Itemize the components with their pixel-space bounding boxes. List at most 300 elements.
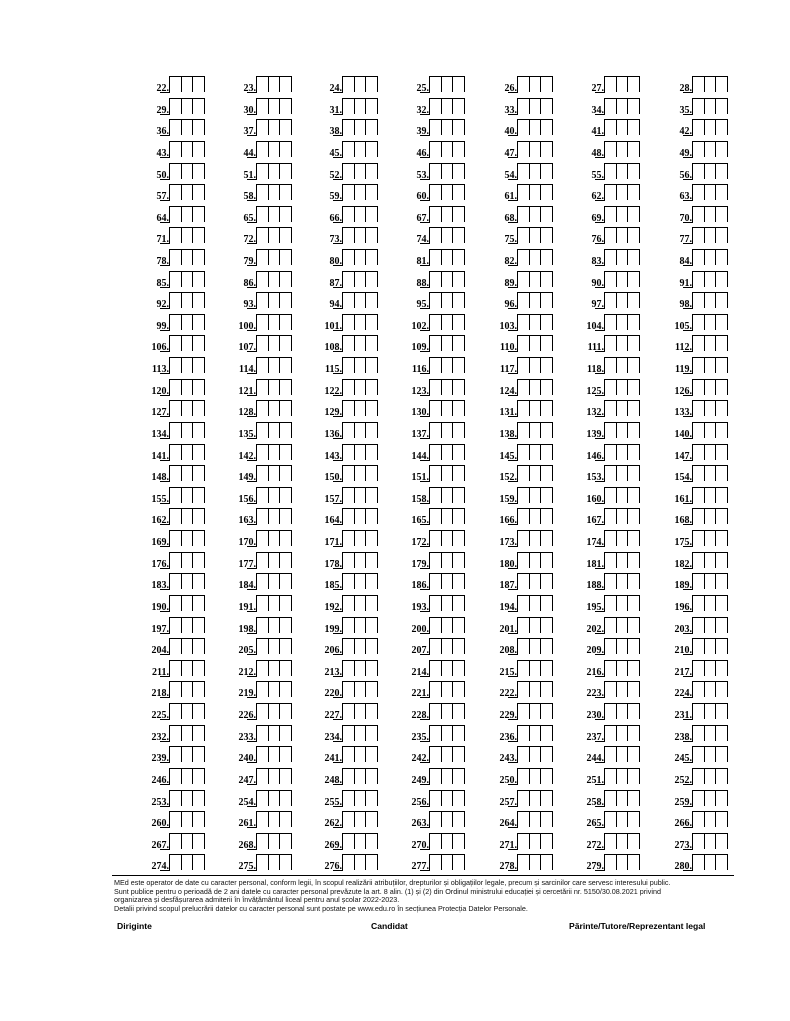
code-digit-box[interactable] bbox=[693, 704, 704, 719]
code-digit-box[interactable] bbox=[181, 293, 193, 308]
code-digit-box[interactable] bbox=[441, 401, 453, 416]
code-digit-box[interactable] bbox=[365, 207, 377, 222]
code-digit-box[interactable] bbox=[257, 99, 268, 114]
code-digit-box[interactable] bbox=[452, 791, 464, 806]
code-digit-box[interactable] bbox=[181, 401, 193, 416]
answer-cell[interactable] bbox=[125, 76, 205, 96]
code-digit-box[interactable] bbox=[540, 618, 552, 633]
code-digit-box[interactable] bbox=[693, 228, 704, 243]
code-digit-box[interactable] bbox=[430, 812, 441, 827]
code-digit-box[interactable] bbox=[627, 272, 639, 287]
code-digit-box[interactable] bbox=[452, 142, 464, 157]
code-digit-box[interactable] bbox=[693, 769, 704, 784]
answer-cell[interactable] bbox=[648, 768, 728, 788]
code-digit-box[interactable] bbox=[529, 682, 541, 697]
code-digit-box[interactable] bbox=[616, 488, 628, 503]
code-digit-box[interactable] bbox=[518, 618, 529, 633]
answer-code-boxes[interactable] bbox=[517, 552, 553, 568]
answer-code-boxes[interactable] bbox=[692, 227, 728, 243]
answer-code-boxes[interactable] bbox=[342, 141, 378, 157]
answer-cell[interactable] bbox=[298, 530, 378, 550]
code-digit-box[interactable] bbox=[365, 812, 377, 827]
code-digit-box[interactable] bbox=[343, 142, 354, 157]
code-digit-box[interactable] bbox=[354, 164, 366, 179]
code-digit-box[interactable] bbox=[365, 120, 377, 135]
code-digit-box[interactable] bbox=[365, 228, 377, 243]
code-digit-box[interactable] bbox=[715, 250, 727, 265]
answer-cell[interactable] bbox=[125, 573, 205, 593]
answer-code-boxes[interactable] bbox=[169, 206, 205, 222]
code-digit-box[interactable] bbox=[441, 250, 453, 265]
code-digit-box[interactable] bbox=[693, 682, 704, 697]
code-digit-box[interactable] bbox=[343, 77, 354, 92]
answer-cell[interactable] bbox=[560, 357, 640, 377]
answer-cell[interactable] bbox=[648, 335, 728, 355]
answer-code-boxes[interactable] bbox=[692, 206, 728, 222]
answer-cell[interactable] bbox=[212, 508, 292, 528]
answer-code-boxes[interactable] bbox=[169, 530, 205, 546]
answer-cell[interactable] bbox=[212, 811, 292, 831]
code-digit-box[interactable] bbox=[365, 185, 377, 200]
answer-cell[interactable] bbox=[212, 163, 292, 183]
answer-cell[interactable] bbox=[473, 163, 553, 183]
code-digit-box[interactable] bbox=[170, 596, 181, 611]
code-digit-box[interactable] bbox=[192, 336, 204, 351]
answer-code-boxes[interactable] bbox=[429, 465, 465, 481]
answer-code-boxes[interactable] bbox=[604, 573, 640, 589]
code-digit-box[interactable] bbox=[529, 855, 541, 870]
answer-cell[interactable] bbox=[560, 660, 640, 680]
code-digit-box[interactable] bbox=[540, 272, 552, 287]
code-digit-box[interactable] bbox=[605, 574, 616, 589]
answer-cell[interactable] bbox=[648, 681, 728, 701]
answer-code-boxes[interactable] bbox=[517, 595, 553, 611]
code-digit-box[interactable] bbox=[170, 99, 181, 114]
code-digit-box[interactable] bbox=[627, 682, 639, 697]
answer-cell[interactable] bbox=[648, 184, 728, 204]
answer-cell[interactable] bbox=[298, 292, 378, 312]
answer-code-boxes[interactable] bbox=[692, 163, 728, 179]
code-digit-box[interactable] bbox=[529, 574, 541, 589]
code-digit-box[interactable] bbox=[518, 834, 529, 849]
code-digit-box[interactable] bbox=[627, 769, 639, 784]
code-digit-box[interactable] bbox=[605, 812, 616, 827]
answer-code-boxes[interactable] bbox=[256, 660, 292, 676]
code-digit-box[interactable] bbox=[693, 401, 704, 416]
code-digit-box[interactable] bbox=[540, 99, 552, 114]
answer-cell[interactable] bbox=[298, 98, 378, 118]
answer-code-boxes[interactable] bbox=[604, 379, 640, 395]
code-digit-box[interactable] bbox=[540, 185, 552, 200]
code-digit-box[interactable] bbox=[605, 228, 616, 243]
answer-cell[interactable] bbox=[298, 314, 378, 334]
code-digit-box[interactable] bbox=[529, 272, 541, 287]
answer-code-boxes[interactable] bbox=[517, 573, 553, 589]
code-digit-box[interactable] bbox=[365, 726, 377, 741]
answer-code-boxes[interactable] bbox=[604, 119, 640, 135]
answer-code-boxes[interactable] bbox=[169, 249, 205, 265]
answer-cell[interactable] bbox=[560, 206, 640, 226]
code-digit-box[interactable] bbox=[704, 380, 716, 395]
code-digit-box[interactable] bbox=[704, 445, 716, 460]
answer-code-boxes[interactable] bbox=[604, 465, 640, 481]
code-digit-box[interactable] bbox=[192, 661, 204, 676]
answer-cell[interactable] bbox=[560, 595, 640, 615]
answer-code-boxes[interactable] bbox=[429, 703, 465, 719]
code-digit-box[interactable] bbox=[540, 834, 552, 849]
answer-cell[interactable] bbox=[385, 530, 465, 550]
code-digit-box[interactable] bbox=[616, 639, 628, 654]
answer-cell[interactable] bbox=[385, 790, 465, 810]
code-digit-box[interactable] bbox=[518, 423, 529, 438]
code-digit-box[interactable] bbox=[257, 769, 268, 784]
code-digit-box[interactable] bbox=[518, 207, 529, 222]
code-digit-box[interactable] bbox=[343, 423, 354, 438]
code-digit-box[interactable] bbox=[616, 99, 628, 114]
code-digit-box[interactable] bbox=[430, 855, 441, 870]
code-digit-box[interactable] bbox=[268, 791, 280, 806]
code-digit-box[interactable] bbox=[605, 726, 616, 741]
code-digit-box[interactable] bbox=[257, 120, 268, 135]
answer-code-boxes[interactable] bbox=[517, 335, 553, 351]
code-digit-box[interactable] bbox=[268, 77, 280, 92]
answer-cell[interactable] bbox=[385, 379, 465, 399]
answer-cell[interactable] bbox=[473, 552, 553, 572]
code-digit-box[interactable] bbox=[430, 250, 441, 265]
code-digit-box[interactable] bbox=[192, 120, 204, 135]
code-digit-box[interactable] bbox=[181, 336, 193, 351]
answer-cell[interactable] bbox=[212, 314, 292, 334]
code-digit-box[interactable] bbox=[343, 596, 354, 611]
answer-cell[interactable] bbox=[385, 573, 465, 593]
code-digit-box[interactable] bbox=[605, 293, 616, 308]
code-digit-box[interactable] bbox=[452, 99, 464, 114]
answer-cell[interactable] bbox=[385, 444, 465, 464]
answer-cell[interactable] bbox=[473, 638, 553, 658]
code-digit-box[interactable] bbox=[452, 315, 464, 330]
answer-cell[interactable] bbox=[385, 357, 465, 377]
answer-code-boxes[interactable] bbox=[604, 141, 640, 157]
code-digit-box[interactable] bbox=[452, 639, 464, 654]
code-digit-box[interactable] bbox=[627, 164, 639, 179]
code-digit-box[interactable] bbox=[279, 747, 291, 762]
code-digit-box[interactable] bbox=[365, 704, 377, 719]
answer-code-boxes[interactable] bbox=[604, 833, 640, 849]
code-digit-box[interactable] bbox=[257, 747, 268, 762]
answer-code-boxes[interactable] bbox=[169, 184, 205, 200]
code-digit-box[interactable] bbox=[354, 531, 366, 546]
answer-cell[interactable] bbox=[648, 141, 728, 161]
answer-code-boxes[interactable] bbox=[604, 530, 640, 546]
code-digit-box[interactable] bbox=[452, 704, 464, 719]
answer-code-boxes[interactable] bbox=[169, 595, 205, 611]
answer-cell[interactable] bbox=[298, 595, 378, 615]
code-digit-box[interactable] bbox=[430, 531, 441, 546]
answer-cell[interactable] bbox=[298, 357, 378, 377]
code-digit-box[interactable] bbox=[616, 834, 628, 849]
code-digit-box[interactable] bbox=[268, 120, 280, 135]
answer-code-boxes[interactable] bbox=[342, 400, 378, 416]
code-digit-box[interactable] bbox=[605, 315, 616, 330]
answer-code-boxes[interactable] bbox=[604, 595, 640, 611]
code-digit-box[interactable] bbox=[441, 293, 453, 308]
answer-cell[interactable] bbox=[473, 400, 553, 420]
answer-code-boxes[interactable] bbox=[604, 617, 640, 633]
answer-code-boxes[interactable] bbox=[169, 98, 205, 114]
answer-code-boxes[interactable] bbox=[604, 768, 640, 784]
code-digit-box[interactable] bbox=[343, 618, 354, 633]
code-digit-box[interactable] bbox=[279, 704, 291, 719]
code-digit-box[interactable] bbox=[268, 488, 280, 503]
code-digit-box[interactable] bbox=[715, 639, 727, 654]
answer-code-boxes[interactable] bbox=[692, 379, 728, 395]
code-digit-box[interactable] bbox=[181, 747, 193, 762]
answer-cell[interactable] bbox=[473, 508, 553, 528]
answer-cell[interactable] bbox=[298, 508, 378, 528]
answer-cell[interactable] bbox=[385, 508, 465, 528]
code-digit-box[interactable] bbox=[529, 553, 541, 568]
code-digit-box[interactable] bbox=[430, 293, 441, 308]
code-digit-box[interactable] bbox=[693, 250, 704, 265]
answer-code-boxes[interactable] bbox=[517, 638, 553, 654]
answer-code-boxes[interactable] bbox=[604, 811, 640, 827]
code-digit-box[interactable] bbox=[529, 488, 541, 503]
code-digit-box[interactable] bbox=[540, 466, 552, 481]
code-digit-box[interactable] bbox=[529, 531, 541, 546]
code-digit-box[interactable] bbox=[704, 769, 716, 784]
code-digit-box[interactable] bbox=[354, 293, 366, 308]
answer-code-boxes[interactable] bbox=[517, 227, 553, 243]
code-digit-box[interactable] bbox=[354, 704, 366, 719]
answer-code-boxes[interactable] bbox=[256, 833, 292, 849]
code-digit-box[interactable] bbox=[257, 77, 268, 92]
code-digit-box[interactable] bbox=[192, 380, 204, 395]
answer-cell[interactable] bbox=[125, 638, 205, 658]
code-digit-box[interactable] bbox=[452, 185, 464, 200]
code-digit-box[interactable] bbox=[181, 704, 193, 719]
code-digit-box[interactable] bbox=[693, 466, 704, 481]
answer-cell[interactable] bbox=[298, 573, 378, 593]
answer-code-boxes[interactable] bbox=[692, 249, 728, 265]
code-digit-box[interactable] bbox=[354, 445, 366, 460]
code-digit-box[interactable] bbox=[257, 661, 268, 676]
code-digit-box[interactable] bbox=[627, 726, 639, 741]
code-digit-box[interactable] bbox=[257, 834, 268, 849]
code-digit-box[interactable] bbox=[430, 488, 441, 503]
answer-cell[interactable] bbox=[560, 768, 640, 788]
answer-cell[interactable] bbox=[385, 833, 465, 853]
code-digit-box[interactable] bbox=[365, 747, 377, 762]
code-digit-box[interactable] bbox=[529, 380, 541, 395]
code-digit-box[interactable] bbox=[616, 855, 628, 870]
answer-cell[interactable] bbox=[212, 638, 292, 658]
code-digit-box[interactable] bbox=[715, 293, 727, 308]
answer-code-boxes[interactable] bbox=[517, 790, 553, 806]
answer-code-boxes[interactable] bbox=[256, 444, 292, 460]
code-digit-box[interactable] bbox=[693, 834, 704, 849]
answer-cell[interactable] bbox=[212, 271, 292, 291]
code-digit-box[interactable] bbox=[627, 855, 639, 870]
answer-code-boxes[interactable] bbox=[517, 184, 553, 200]
code-digit-box[interactable] bbox=[343, 293, 354, 308]
code-digit-box[interactable] bbox=[605, 682, 616, 697]
code-digit-box[interactable] bbox=[540, 812, 552, 827]
code-digit-box[interactable] bbox=[343, 855, 354, 870]
code-digit-box[interactable] bbox=[627, 293, 639, 308]
code-digit-box[interactable] bbox=[279, 120, 291, 135]
answer-code-boxes[interactable] bbox=[342, 249, 378, 265]
answer-code-boxes[interactable] bbox=[604, 790, 640, 806]
code-digit-box[interactable] bbox=[540, 358, 552, 373]
answer-cell[interactable] bbox=[560, 76, 640, 96]
code-digit-box[interactable] bbox=[257, 812, 268, 827]
code-digit-box[interactable] bbox=[627, 661, 639, 676]
code-digit-box[interactable] bbox=[192, 358, 204, 373]
answer-cell[interactable] bbox=[648, 487, 728, 507]
code-digit-box[interactable] bbox=[279, 336, 291, 351]
code-digit-box[interactable] bbox=[181, 315, 193, 330]
answer-code-boxes[interactable] bbox=[692, 184, 728, 200]
answer-code-boxes[interactable] bbox=[342, 530, 378, 546]
code-digit-box[interactable] bbox=[343, 315, 354, 330]
code-digit-box[interactable] bbox=[605, 99, 616, 114]
answer-cell[interactable] bbox=[125, 725, 205, 745]
answer-cell[interactable] bbox=[125, 833, 205, 853]
code-digit-box[interactable] bbox=[441, 531, 453, 546]
code-digit-box[interactable] bbox=[452, 445, 464, 460]
code-digit-box[interactable] bbox=[365, 423, 377, 438]
code-digit-box[interactable] bbox=[540, 315, 552, 330]
answer-code-boxes[interactable] bbox=[256, 379, 292, 395]
code-digit-box[interactable] bbox=[715, 380, 727, 395]
answer-code-boxes[interactable] bbox=[429, 487, 465, 503]
code-digit-box[interactable] bbox=[441, 164, 453, 179]
code-digit-box[interactable] bbox=[441, 812, 453, 827]
answer-code-boxes[interactable] bbox=[604, 422, 640, 438]
answer-code-boxes[interactable] bbox=[256, 703, 292, 719]
code-digit-box[interactable] bbox=[704, 791, 716, 806]
code-digit-box[interactable] bbox=[257, 466, 268, 481]
code-digit-box[interactable] bbox=[529, 812, 541, 827]
code-digit-box[interactable] bbox=[181, 423, 193, 438]
answer-code-boxes[interactable] bbox=[256, 206, 292, 222]
code-digit-box[interactable] bbox=[693, 293, 704, 308]
answer-code-boxes[interactable] bbox=[517, 119, 553, 135]
code-digit-box[interactable] bbox=[715, 401, 727, 416]
answer-code-boxes[interactable] bbox=[169, 292, 205, 308]
code-digit-box[interactable] bbox=[693, 445, 704, 460]
answer-cell[interactable] bbox=[385, 141, 465, 161]
code-digit-box[interactable] bbox=[257, 142, 268, 157]
code-digit-box[interactable] bbox=[365, 142, 377, 157]
code-digit-box[interactable] bbox=[170, 488, 181, 503]
answer-cell[interactable] bbox=[473, 206, 553, 226]
code-digit-box[interactable] bbox=[704, 574, 716, 589]
code-digit-box[interactable] bbox=[343, 553, 354, 568]
code-digit-box[interactable] bbox=[268, 185, 280, 200]
code-digit-box[interactable] bbox=[365, 553, 377, 568]
answer-code-boxes[interactable] bbox=[256, 530, 292, 546]
code-digit-box[interactable] bbox=[430, 336, 441, 351]
answer-code-boxes[interactable] bbox=[429, 163, 465, 179]
code-digit-box[interactable] bbox=[365, 401, 377, 416]
answer-code-boxes[interactable] bbox=[517, 854, 553, 870]
answer-cell[interactable] bbox=[473, 725, 553, 745]
code-digit-box[interactable] bbox=[627, 185, 639, 200]
code-digit-box[interactable] bbox=[715, 228, 727, 243]
code-digit-box[interactable] bbox=[693, 855, 704, 870]
code-digit-box[interactable] bbox=[181, 769, 193, 784]
answer-code-boxes[interactable] bbox=[429, 530, 465, 546]
code-digit-box[interactable] bbox=[529, 207, 541, 222]
answer-code-boxes[interactable] bbox=[429, 573, 465, 589]
answer-code-boxes[interactable] bbox=[169, 379, 205, 395]
code-digit-box[interactable] bbox=[170, 855, 181, 870]
code-digit-box[interactable] bbox=[192, 834, 204, 849]
answer-code-boxes[interactable] bbox=[692, 357, 728, 373]
answer-code-boxes[interactable] bbox=[604, 335, 640, 351]
answer-cell[interactable] bbox=[473, 357, 553, 377]
code-digit-box[interactable] bbox=[627, 531, 639, 546]
code-digit-box[interactable] bbox=[279, 726, 291, 741]
answer-code-boxes[interactable] bbox=[517, 746, 553, 762]
answer-cell[interactable] bbox=[298, 271, 378, 291]
code-digit-box[interactable] bbox=[257, 380, 268, 395]
code-digit-box[interactable] bbox=[529, 99, 541, 114]
code-digit-box[interactable] bbox=[181, 618, 193, 633]
code-digit-box[interactable] bbox=[605, 855, 616, 870]
code-digit-box[interactable] bbox=[452, 531, 464, 546]
code-digit-box[interactable] bbox=[181, 488, 193, 503]
answer-cell[interactable] bbox=[560, 141, 640, 161]
code-digit-box[interactable] bbox=[279, 639, 291, 654]
code-digit-box[interactable] bbox=[616, 531, 628, 546]
code-digit-box[interactable] bbox=[343, 769, 354, 784]
code-digit-box[interactable] bbox=[257, 250, 268, 265]
answer-code-boxes[interactable] bbox=[429, 422, 465, 438]
code-digit-box[interactable] bbox=[529, 185, 541, 200]
code-digit-box[interactable] bbox=[616, 726, 628, 741]
answer-code-boxes[interactable] bbox=[429, 98, 465, 114]
code-digit-box[interactable] bbox=[605, 834, 616, 849]
answer-code-boxes[interactable] bbox=[342, 465, 378, 481]
code-digit-box[interactable] bbox=[257, 315, 268, 330]
code-digit-box[interactable] bbox=[268, 401, 280, 416]
answer-cell[interactable] bbox=[473, 811, 553, 831]
answer-code-boxes[interactable] bbox=[429, 617, 465, 633]
code-digit-box[interactable] bbox=[441, 747, 453, 762]
code-digit-box[interactable] bbox=[529, 509, 541, 524]
code-digit-box[interactable] bbox=[693, 531, 704, 546]
code-digit-box[interactable] bbox=[518, 791, 529, 806]
code-digit-box[interactable] bbox=[343, 791, 354, 806]
code-digit-box[interactable] bbox=[441, 682, 453, 697]
code-digit-box[interactable] bbox=[430, 358, 441, 373]
answer-cell[interactable] bbox=[648, 422, 728, 442]
code-digit-box[interactable] bbox=[343, 228, 354, 243]
answer-code-boxes[interactable] bbox=[692, 703, 728, 719]
answer-cell[interactable] bbox=[212, 206, 292, 226]
code-digit-box[interactable] bbox=[518, 531, 529, 546]
code-digit-box[interactable] bbox=[430, 726, 441, 741]
code-digit-box[interactable] bbox=[704, 855, 716, 870]
code-digit-box[interactable] bbox=[529, 142, 541, 157]
answer-cell[interactable] bbox=[648, 227, 728, 247]
code-digit-box[interactable] bbox=[693, 77, 704, 92]
code-digit-box[interactable] bbox=[518, 553, 529, 568]
code-digit-box[interactable] bbox=[430, 704, 441, 719]
code-digit-box[interactable] bbox=[181, 661, 193, 676]
